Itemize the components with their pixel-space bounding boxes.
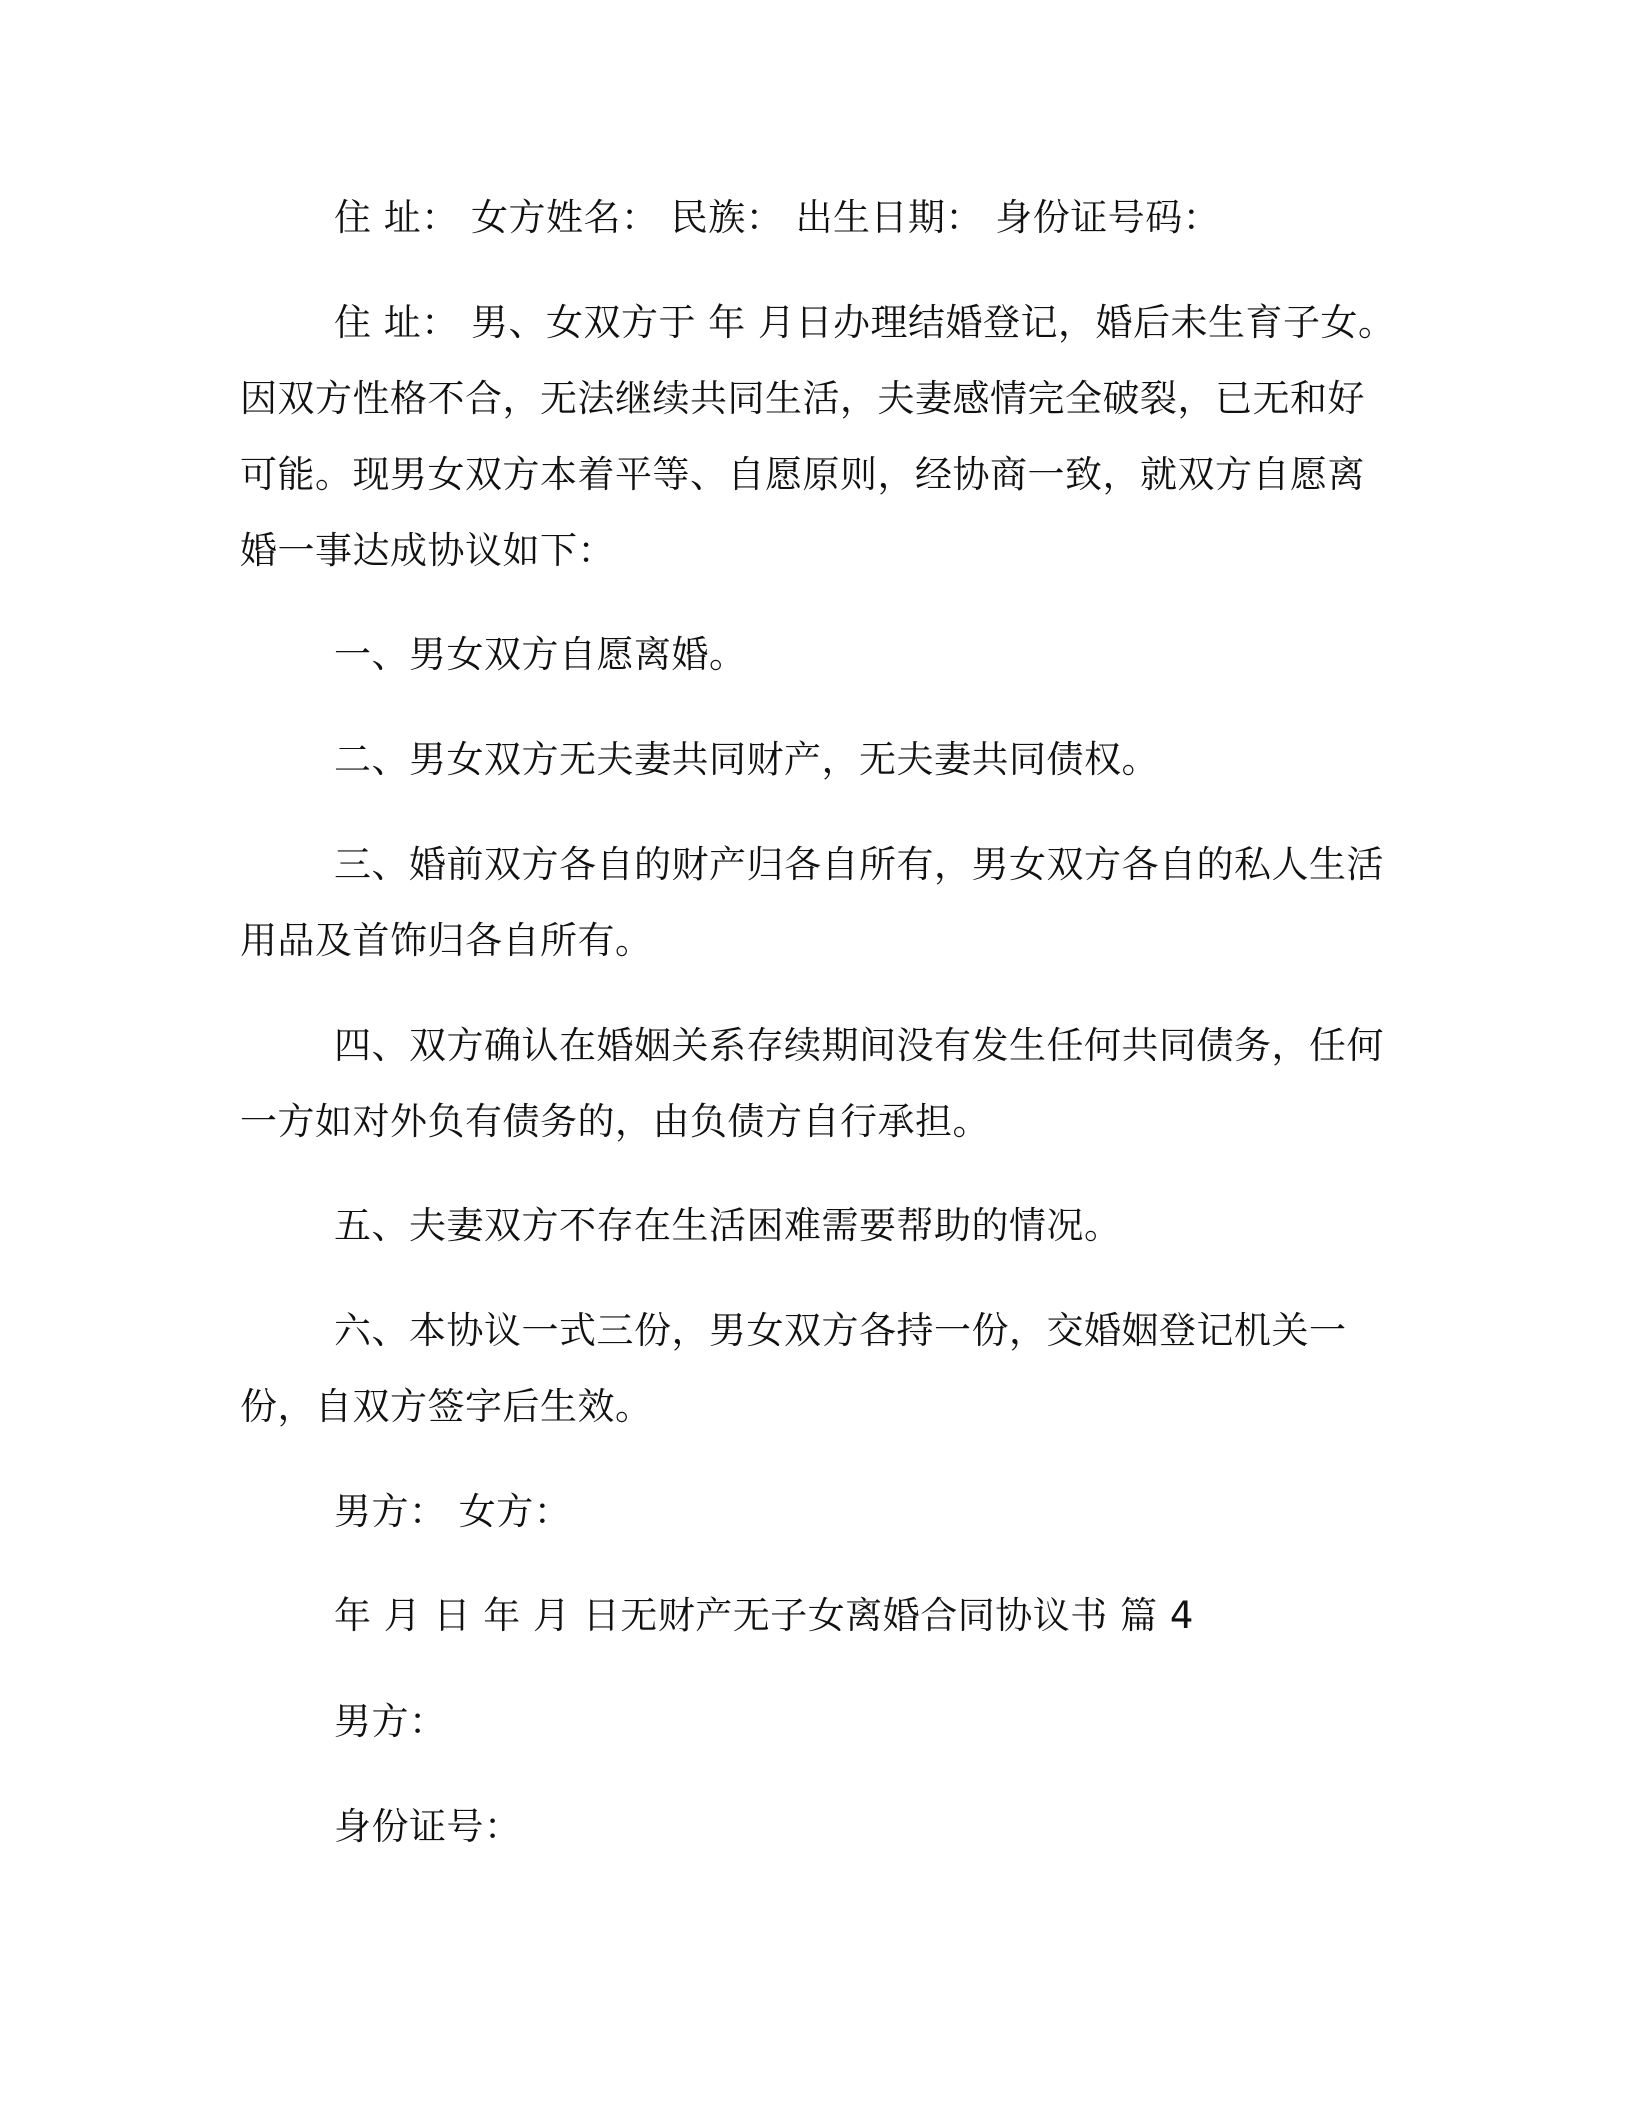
paragraph-id-number: 身份证号： [334, 1805, 522, 1848]
paragraph-male-party: 男方： [334, 1700, 447, 1743]
paragraph-dates-heading: 年 月 日 年 月 日无财产无子女离婚合同协议书 篇 4 [334, 1594, 1194, 1637]
paragraph-clause-5: 五、夫妻双方不存在生活困难需要帮助的情况。 [334, 1204, 1122, 1247]
paragraph-marriage-statement: 住 址： 男、女双方于 年 月日办理结婚登记，婚后未生育子女。因双方性格不合，无法继续共同生活，夫妻感情完全破裂，已无和好可能。现男女双方本着平等、自愿原则，经协商一致，就双方自愿离婚一事达成协议如下： [240, 301, 1396, 572]
paragraph-clause-4: 四、双方确认在婚姻关系存续期间没有发生任何共同债务，任何一方如对外负有债务的，由负债方自行承担。 [240, 1024, 1384, 1143]
paragraph-clause-3: 三、婚前双方各自的财产归各自所有，男女双方各自的私人生活用品及首饰归各自所有。 [240, 843, 1384, 962]
paragraph-clause-2: 二、男女双方无夫妻共同财产，无夫妻共同债权。 [334, 738, 1159, 781]
paragraph-party-info: 住 址： 女方姓名： 民族： 出生日期： 身份证号码： [334, 196, 1221, 239]
paragraph-clause-6: 六、本协议一式三份，男女双方各持一份，交婚姻登记机关一份，自双方签字后生效。 [240, 1309, 1347, 1428]
paragraph-clause-1: 一、男女双方自愿离婚。 [334, 633, 747, 676]
paragraph-signatures: 男方： 女方： [334, 1490, 572, 1533]
